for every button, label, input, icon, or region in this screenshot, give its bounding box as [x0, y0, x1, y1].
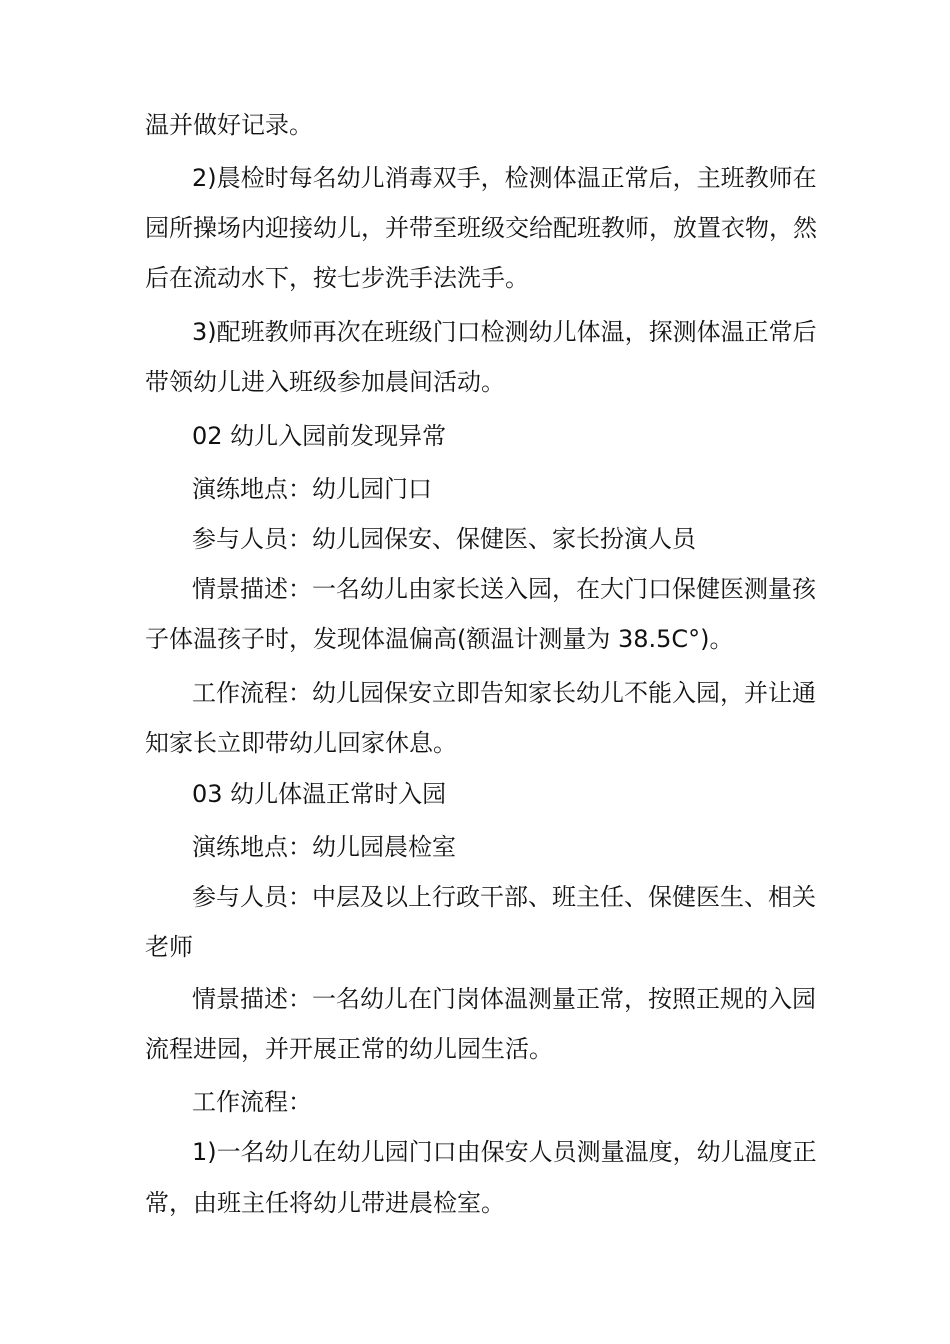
text-line: 温并做好记录。 [145, 111, 313, 139]
text-line: 工作流程：幼儿园保安立即告知家长幼儿不能入园，并让通 [192, 679, 816, 707]
text-line: 工作流程： [192, 1088, 312, 1116]
text-line: 演练地点：幼儿园晨检室 [192, 833, 456, 861]
text-line: 演练地点：幼儿园门口 [192, 475, 432, 503]
text-line: 1)一名幼儿在幼儿园门口由保安人员测量温度，幼儿温度正 [192, 1138, 817, 1166]
text-line: 子体温孩子时，发现体温偏高(额温计测量为 38.5C°)。 [145, 625, 734, 653]
text-line: 参与人员：中层及以上行政干部、班主任、保健医生、相关 [192, 883, 816, 911]
text-line: 情景描述：一名幼儿由家长送入园，在大门口保健医测量孩 [192, 575, 816, 603]
text-line: 参与人员：幼儿园保安、保健医、家长扮演人员 [192, 525, 696, 553]
text-line: 常，由班主任将幼儿带进晨检室。 [145, 1189, 505, 1217]
text-line: 后在流动水下，按七步洗手法洗手。 [145, 264, 529, 292]
text-line: 情景描述：一名幼儿在门岗体温测量正常，按照正规的入园 [192, 985, 816, 1013]
text-line: 带领幼儿进入班级参加晨间活动。 [145, 368, 505, 396]
text-line: 知家长立即带幼儿回家休息。 [145, 729, 457, 757]
section-heading: 02 幼儿入园前发现异常 [192, 422, 447, 450]
text-line: 老师 [145, 933, 193, 961]
text-line: 流程进园，并开展正常的幼儿园生活。 [145, 1035, 553, 1063]
section-heading: 03 幼儿体温正常时入园 [192, 780, 447, 808]
text-line: 2)晨检时每名幼儿消毒双手，检测体温正常后，主班教师在 [192, 164, 817, 192]
text-line: 3)配班教师再次在班级门口检测幼儿体温，探测体温正常后 [192, 318, 817, 346]
text-line: 园所操场内迎接幼儿，并带至班级交给配班教师，放置衣物，然 [145, 214, 817, 242]
